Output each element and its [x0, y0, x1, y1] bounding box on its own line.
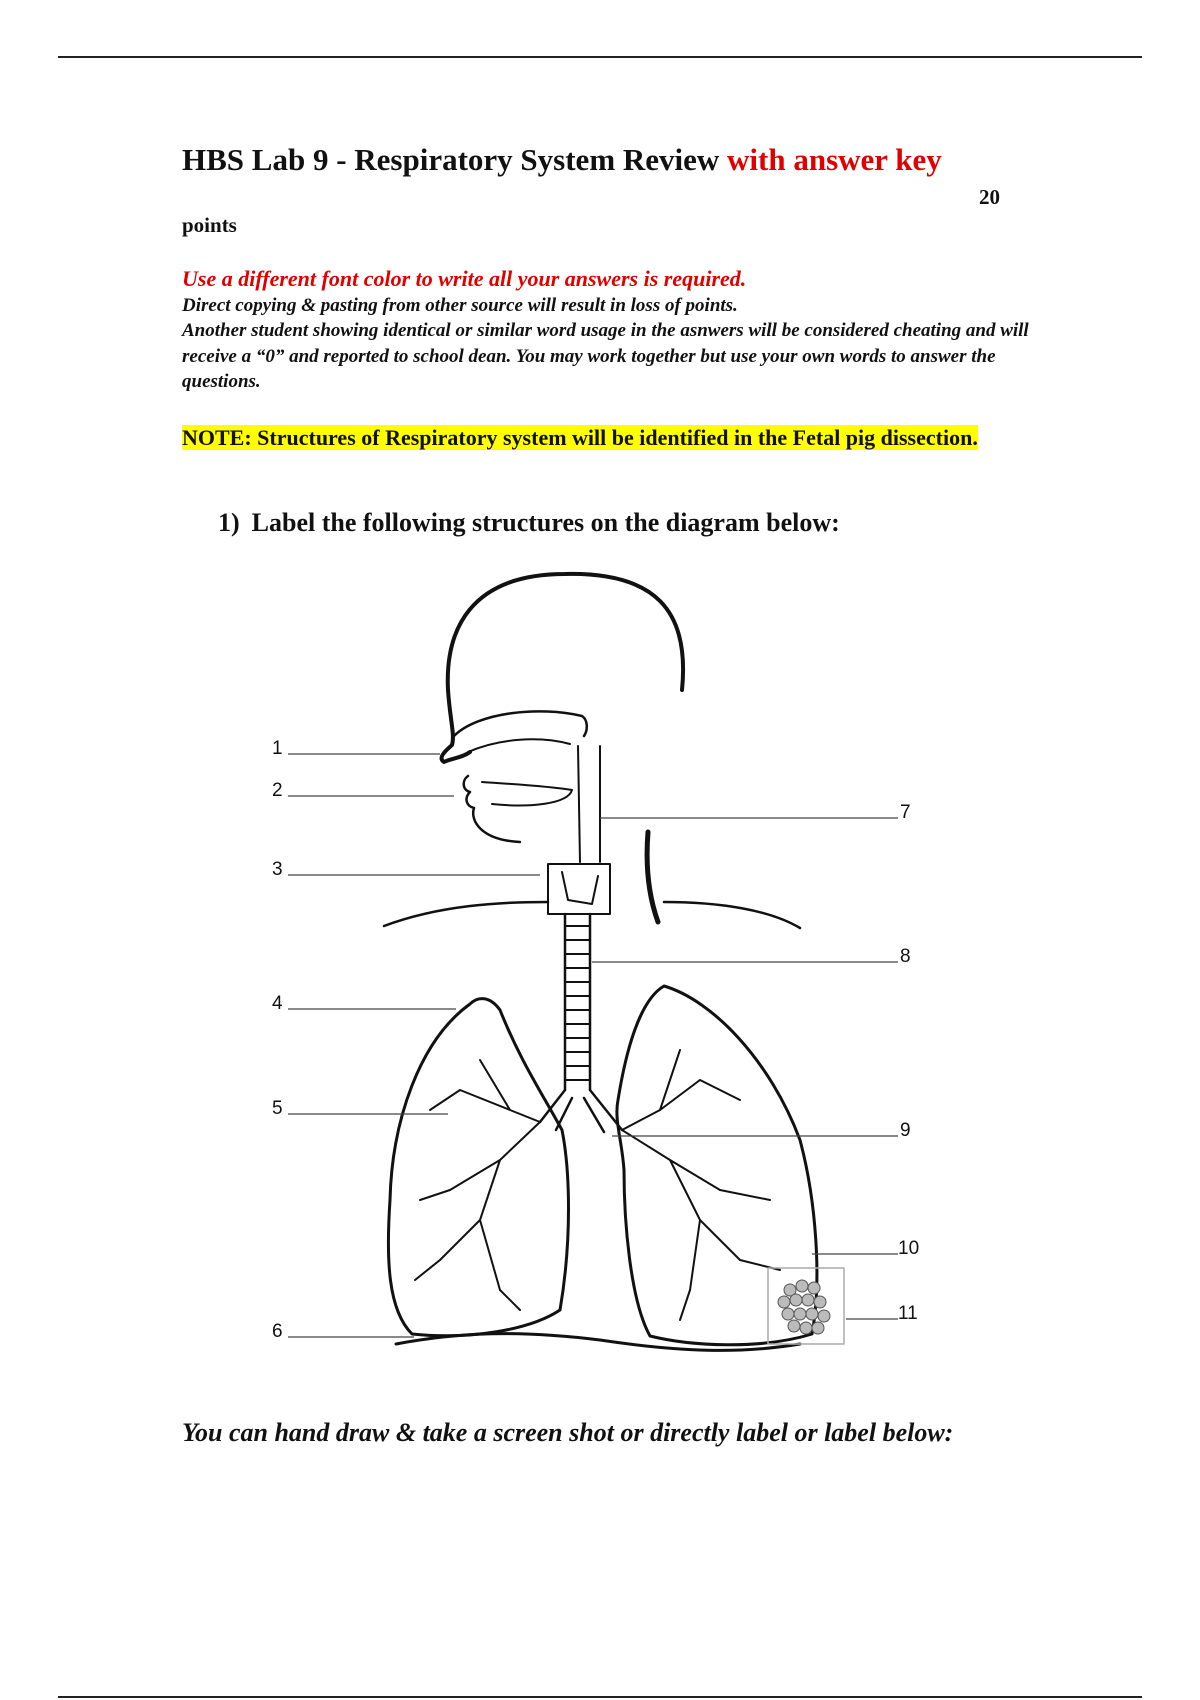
label-9: 9	[900, 1120, 911, 1141]
closing-instruction: You can hand draw & take a screen shot or directly label or label below:	[182, 1418, 954, 1447]
label-11: 11	[898, 1303, 918, 1324]
mouth	[464, 776, 520, 842]
right-bronchial-tree	[622, 1050, 780, 1320]
bottom-rule	[58, 1696, 1142, 1698]
question-number: 1)	[218, 508, 240, 537]
nasal-cavity	[454, 711, 587, 736]
left-bronchial-tree	[415, 1060, 540, 1310]
instruction-color-required: Use a different font color to write all your answers is required.	[182, 266, 747, 291]
left-lung	[388, 999, 568, 1336]
label-10: 10	[898, 1238, 920, 1259]
title-answer-key: with answer key	[727, 142, 942, 177]
label-4: 4	[272, 993, 283, 1014]
points-value: 20	[979, 185, 1000, 209]
points-label: points	[182, 213, 237, 237]
shoulders	[384, 902, 548, 926]
label-7: 7	[900, 802, 911, 823]
label-5: 5	[272, 1098, 283, 1119]
larynx-box	[548, 864, 610, 914]
label-8: 8	[900, 946, 911, 967]
leader-lines	[288, 754, 898, 1337]
label-6: 6	[272, 1321, 283, 1342]
diaphragm	[396, 1334, 800, 1351]
alveoli-cluster	[778, 1280, 830, 1334]
instruction-line: Another student showing identical or similar word usage in the asnwers will be considered cheating and will receive a “0” and reported to school dean. You may work together but use your own words to answer the questions.	[182, 320, 1029, 392]
instruction-line: Direct copying & pasting from other source will result in loss of points.	[182, 294, 738, 316]
question-text: Label the following structures on the diagram below:	[251, 508, 840, 537]
label-2: 2	[272, 780, 283, 801]
note-text: NOTE: Structures of Respiratory system will be identified in the Fetal pig dissection.	[182, 425, 978, 450]
trachea-rings	[565, 926, 590, 1080]
label-1: 1	[272, 738, 283, 759]
title-main: HBS Lab 9 - Respiratory System Review	[182, 142, 720, 177]
head-outline	[442, 574, 684, 762]
pharynx	[578, 746, 580, 862]
label-3: 3	[272, 859, 283, 880]
